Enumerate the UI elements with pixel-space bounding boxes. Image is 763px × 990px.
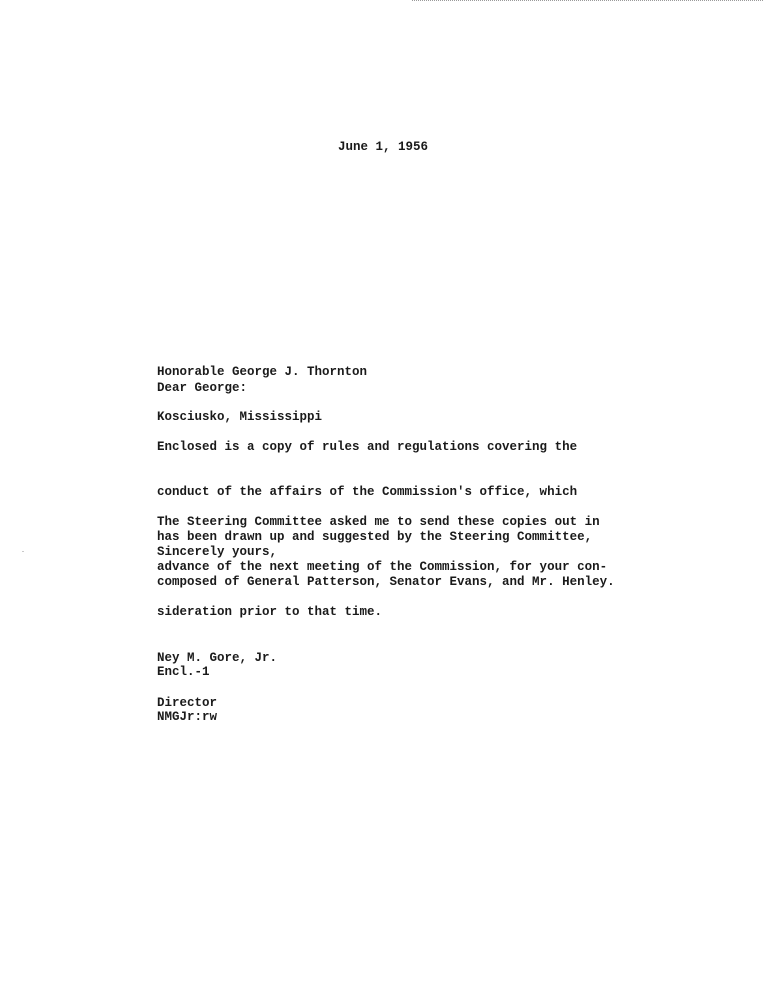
paragraph-line: has been drawn up and suggested by the Steering Committee,: [157, 530, 593, 544]
recipient-location: Kosciusko, Mississippi: [157, 410, 323, 424]
recipient-name: Honorable George J. Thornton: [157, 365, 368, 379]
salutation: Dear George:: [157, 381, 248, 395]
paragraph-line: The Steering Committee asked me to send these copies out in: [157, 515, 600, 529]
reference-initials: NMGJr:rw: [157, 710, 218, 724]
top-edge-rule: [412, 0, 763, 1]
complimentary-closing: Sincerely yours,: [157, 545, 278, 559]
signer-name: Ney M. Gore, Jr.: [157, 651, 278, 665]
paragraph-line: conduct of the affairs of the Commission's office, which: [157, 485, 578, 499]
signer-title: Director: [157, 696, 218, 710]
paragraph-line: Enclosed is a copy of rules and regulations covering the: [157, 440, 578, 454]
paragraph-line: composed of General Patterson, Senator Evans, and Mr. Henley.: [157, 575, 615, 589]
letter-date: June 1, 1956: [338, 140, 429, 154]
paragraph-line: sideration prior to that time.: [157, 605, 383, 619]
scan-speck: [22, 551, 24, 552]
enclosure-note: Encl.-1: [157, 665, 210, 679]
paragraph-line: advance of the next meeting of the Commission, for your con-: [157, 560, 608, 574]
